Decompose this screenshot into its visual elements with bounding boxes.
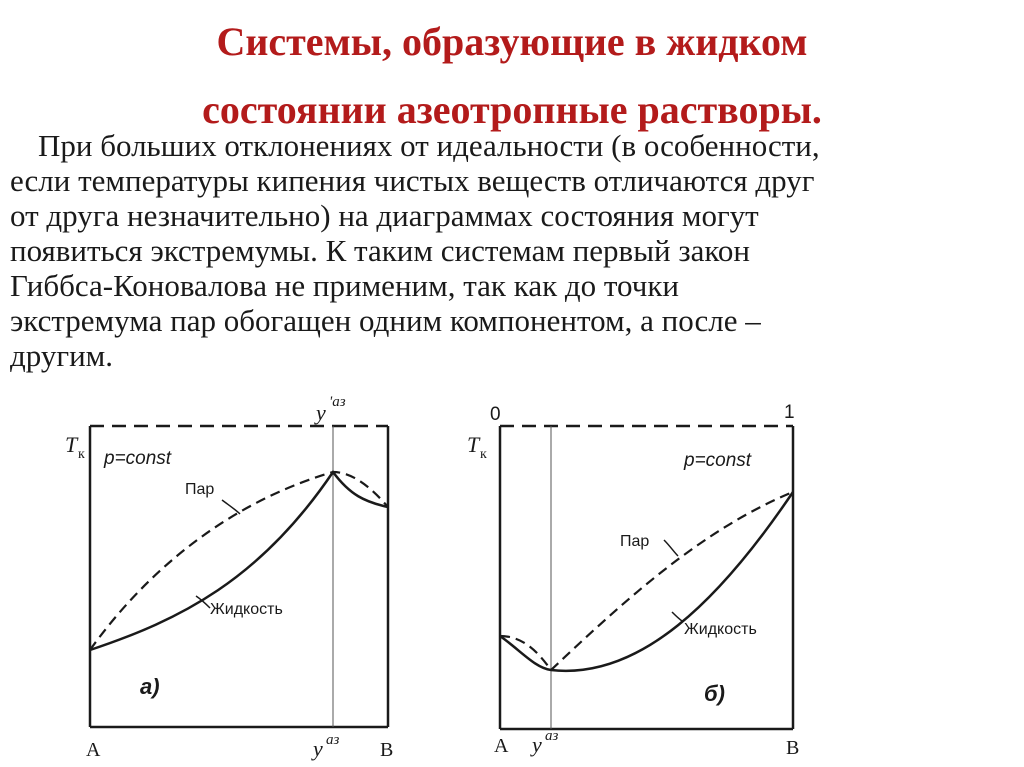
diagram-a-bottom-marker: y [313, 736, 323, 761]
diagram-b-liquid-label: Жидкость [684, 621, 757, 638]
paragraph-line-3: от друга незначительно) на диаграммах состояния могут [10, 198, 759, 233]
paragraph-line-1: При больших отклонениях от идеальности (в особенности, [38, 128, 820, 163]
diagram-b [467, 402, 799, 759]
diagram-a-vapor-label: Пар [185, 481, 215, 498]
diagram-b-component-a: A [494, 735, 509, 757]
diagram-b-bottom-marker-sup: аз [545, 728, 559, 744]
diagram-a-liquid-label: Жидкость [210, 601, 283, 618]
diagram-a-top-marker: y [316, 400, 326, 425]
diagram-b-vapor-leader [664, 540, 678, 556]
diagram-a-panel-label: а) [140, 674, 160, 699]
diagram-b-tick-1: 1 [784, 402, 795, 423]
diagram-b-bottom-marker: y [532, 732, 542, 757]
diagram-a-vapor-curve [90, 472, 388, 650]
diagram-a-axis-label: T [65, 432, 78, 457]
diagram-a-axis-sub: к [78, 447, 85, 462]
diagram-a-bottom-marker-sup: аз [326, 732, 340, 748]
paragraph-line-5: Гиббса-Коновалова не применим, так как до точки [10, 268, 679, 303]
title-line-2: состоянии азеотропные растворы. [202, 87, 822, 132]
diagram-a-liquid-curve [90, 472, 388, 650]
paragraph-line-2: если температуры кипения чистых веществ отличаются друг [10, 163, 815, 198]
diagram-b-condition: p=const [684, 450, 752, 471]
title-line-1: Системы, образующие в жидком [216, 19, 808, 64]
diagram-b-component-b: B [786, 737, 800, 759]
diagram-b-vapor-curve [500, 492, 793, 670]
paragraph-line-6: экстремума пар обогащен одним компонентом, а после – [10, 303, 761, 338]
diagram-b-panel-label: б) [704, 681, 725, 706]
diagram-a-component-a: A [86, 739, 101, 761]
diagram-b-vapor-label: Пар [620, 533, 650, 550]
diagram-b-axis-sub: к [480, 447, 487, 462]
paragraph-line-7: другим. [10, 338, 114, 373]
paragraph-line-4: появиться экстремумы. К таким системам первый закон [10, 233, 750, 268]
diagram-a [65, 394, 393, 761]
diagram-b-liquid-curve [500, 492, 793, 671]
diagram-a-vapor-leader [222, 500, 240, 514]
diagram-a-top-marker-sup: 'аз [329, 394, 346, 410]
diagram-b-tick-0: 0 [490, 404, 501, 425]
diagram-b-liquid-leader [672, 612, 682, 621]
diagram-b-axis-label: T [467, 432, 480, 457]
diagram-a-component-b: B [380, 739, 394, 761]
diagram-a-condition: p=const [104, 448, 172, 469]
